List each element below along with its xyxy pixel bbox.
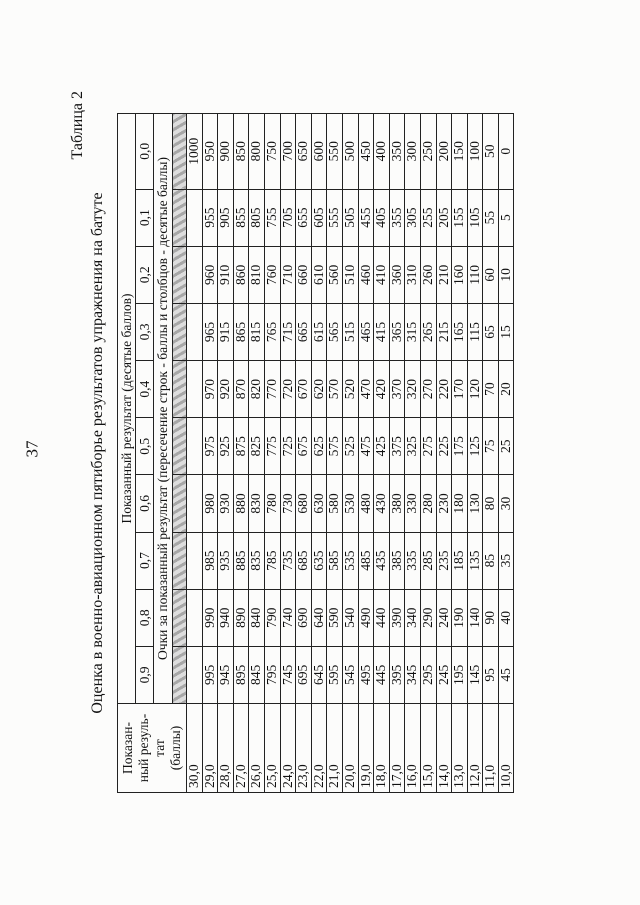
table-cell: 900: [218, 113, 234, 189]
table-cell: 190: [452, 589, 468, 646]
table-cell: 165: [452, 303, 468, 360]
table-cell: 830: [249, 474, 265, 531]
table-cell: 330: [405, 474, 421, 531]
table-cell: 480: [358, 474, 374, 531]
table-cell: 565: [327, 303, 343, 360]
table-cell: 55: [483, 189, 499, 246]
table-cell: 525: [342, 417, 358, 474]
row-label: 23,0: [296, 703, 312, 792]
table-cell: 355: [389, 189, 405, 246]
table-cell: 40: [498, 589, 514, 646]
table-cell: 980: [202, 474, 218, 531]
table-cell: 290: [420, 589, 436, 646]
table-cell: 275: [420, 417, 436, 474]
table-cell: 775: [264, 417, 280, 474]
table-row: [436, 113, 452, 792]
table-cell: [187, 532, 203, 589]
table-cell: 740: [280, 589, 296, 646]
table-cell: 895: [233, 646, 249, 703]
table-cell: 350: [389, 113, 405, 189]
shaded-separator-cell: [173, 303, 187, 360]
table-cell: 785: [264, 532, 280, 589]
table-cell: 440: [374, 589, 390, 646]
table-cell: 680: [296, 474, 312, 531]
table-title: Оценка в военно-авиационном пятиборье результатов упражнения на батуте: [89, 191, 106, 714]
table-cell: 795: [264, 646, 280, 703]
table-cell: 385: [389, 532, 405, 589]
row-label: 29,0: [202, 703, 218, 792]
row-label: 27,0: [233, 703, 249, 792]
table-cell: 840: [249, 589, 265, 646]
table-cell: 990: [202, 589, 218, 646]
table-cell: 760: [264, 246, 280, 303]
table-row: [264, 113, 280, 792]
table-cell: 800: [249, 113, 265, 189]
column-header: 0,7: [136, 532, 154, 589]
table-cell: 210: [436, 246, 452, 303]
table-cell: 500: [342, 113, 358, 189]
table-cell: 650: [296, 113, 312, 189]
table-cell: 850: [233, 113, 249, 189]
table-cell: 535: [342, 532, 358, 589]
table-row: [280, 113, 296, 792]
table-cell: 940: [218, 589, 234, 646]
table-cell: 890: [233, 589, 249, 646]
table-cell: 690: [296, 589, 312, 646]
table-cell: 320: [405, 360, 421, 417]
table-cell: 490: [358, 589, 374, 646]
stub-header-line: тат: [152, 738, 167, 757]
table-cell: 725: [280, 417, 296, 474]
table-cell: 280: [420, 474, 436, 531]
table-cell: 250: [420, 113, 436, 189]
table-cell: 445: [374, 646, 390, 703]
table-cell: 365: [389, 303, 405, 360]
table-cell: 20: [498, 360, 514, 417]
rotated-page-content: [65, 83, 575, 823]
table-cell: 65: [483, 303, 499, 360]
table-cell: 185: [452, 532, 468, 589]
table-cell: 95: [483, 646, 499, 703]
table-cell: 700: [280, 113, 296, 189]
table-cell: 610: [311, 246, 327, 303]
shaded-separator-cell: [173, 113, 187, 189]
table-cell: 155: [452, 189, 468, 246]
table-cell: 750: [264, 113, 280, 189]
table-cell: 885: [233, 532, 249, 589]
table-cell: 715: [280, 303, 296, 360]
table-cell: 0: [498, 113, 514, 189]
header-row-points: [154, 113, 173, 792]
table-cell: 550: [327, 113, 343, 189]
table-row: [405, 113, 421, 792]
table-label: Таблица 2: [69, 90, 86, 159]
table-cell: 970: [202, 360, 218, 417]
table-cell: 925: [218, 417, 234, 474]
shaded-separator-cell: [173, 417, 187, 474]
table-cell: 790: [264, 589, 280, 646]
table-cell: [187, 189, 203, 246]
table-cell: 590: [327, 589, 343, 646]
table-cell: 645: [311, 646, 327, 703]
table-cell: 600: [311, 113, 327, 189]
table-cell: 120: [467, 360, 483, 417]
table-cell: 820: [249, 360, 265, 417]
header-row-columns: [136, 113, 154, 792]
table-cell: 200: [436, 113, 452, 189]
table-cell: 430: [374, 474, 390, 531]
table-cell: 595: [327, 646, 343, 703]
table-cell: 920: [218, 360, 234, 417]
table-cell: 585: [327, 532, 343, 589]
table-cell: 630: [311, 474, 327, 531]
table-cell: 695: [296, 646, 312, 703]
row-label: 19,0: [358, 703, 374, 792]
table-cell: 965: [202, 303, 218, 360]
table-cell: 270: [420, 360, 436, 417]
table-cell: 395: [389, 646, 405, 703]
table-body: [187, 113, 514, 792]
table-cell: 770: [264, 360, 280, 417]
table-cell: [187, 417, 203, 474]
table-cell: 685: [296, 532, 312, 589]
table-cell: 855: [233, 189, 249, 246]
table-cell: 235: [436, 532, 452, 589]
table-cell: [187, 246, 203, 303]
table-cell: 310: [405, 246, 421, 303]
table-cell: 515: [342, 303, 358, 360]
shaded-separator-cell: [173, 589, 187, 646]
table-cell: 375: [389, 417, 405, 474]
table-cell: 360: [389, 246, 405, 303]
table-cell: 825: [249, 417, 265, 474]
table-cell: [187, 589, 203, 646]
table-cell: 915: [218, 303, 234, 360]
table-cell: 450: [358, 113, 374, 189]
table-cell: 30: [498, 474, 514, 531]
column-header: 0,1: [136, 189, 154, 246]
table-cell: 305: [405, 189, 421, 246]
table-row: [233, 113, 249, 792]
row-label: 16,0: [405, 703, 421, 792]
table-cell: 125: [467, 417, 483, 474]
table-cell: 25: [498, 417, 514, 474]
table-cell: 240: [436, 589, 452, 646]
table-cell: 675: [296, 417, 312, 474]
table-cell: 100: [467, 113, 483, 189]
table-cell: 475: [358, 417, 374, 474]
table-cell: 10: [498, 246, 514, 303]
table-cell: 930: [218, 474, 234, 531]
table-cell: 570: [327, 360, 343, 417]
table-cell: 510: [342, 246, 358, 303]
table-cell: 140: [467, 589, 483, 646]
table-cell: 935: [218, 532, 234, 589]
stub-header-line: Показан-: [120, 721, 135, 774]
shaded-separator-cell: [173, 474, 187, 531]
table-cell: 380: [389, 474, 405, 531]
table-cell: 655: [296, 189, 312, 246]
table-cell: 670: [296, 360, 312, 417]
group-header: Показанный результат (десятые баллов): [118, 113, 136, 703]
table-cell: 540: [342, 589, 358, 646]
table-cell: 870: [233, 360, 249, 417]
table-cell: 625: [311, 417, 327, 474]
table-cell: 455: [358, 189, 374, 246]
table-cell: 160: [452, 246, 468, 303]
table-cell: 780: [264, 474, 280, 531]
table-row: [452, 113, 468, 792]
table-row: [498, 113, 514, 792]
table-cell: 705: [280, 189, 296, 246]
shaded-separator-cell: [173, 360, 187, 417]
table-cell: 255: [420, 189, 436, 246]
table-cell: 435: [374, 532, 390, 589]
table-row: [358, 113, 374, 792]
column-header: 0,6: [136, 474, 154, 531]
table-cell: 505: [342, 189, 358, 246]
column-header: 0,9: [136, 646, 154, 703]
table-cell: 720: [280, 360, 296, 417]
table-row: [389, 113, 405, 792]
table-cell: 215: [436, 303, 452, 360]
table-row: [311, 113, 327, 792]
table-cell: 405: [374, 189, 390, 246]
table-cell: 835: [249, 532, 265, 589]
table-cell: 810: [249, 246, 265, 303]
table-cell: 110: [467, 246, 483, 303]
table-cell: 105: [467, 189, 483, 246]
table-cell: 205: [436, 189, 452, 246]
table-row: [202, 113, 218, 792]
shaded-separator-cell: [173, 646, 187, 703]
table-cell: 15: [498, 303, 514, 360]
table-cell: 880: [233, 474, 249, 531]
row-label: 12,0: [467, 703, 483, 792]
column-header: 0,4: [136, 360, 154, 417]
column-header: 0,3: [136, 303, 154, 360]
row-label: 24,0: [280, 703, 296, 792]
table-cell: 75: [483, 417, 499, 474]
scoring-table: [117, 113, 514, 793]
table-row: [187, 113, 203, 792]
table-cell: 345: [405, 646, 421, 703]
table-cell: 620: [311, 360, 327, 417]
table-cell: 420: [374, 360, 390, 417]
table-row: [483, 113, 499, 792]
row-label: 14,0: [436, 703, 452, 792]
row-label: 25,0: [264, 703, 280, 792]
table-cell: 465: [358, 303, 374, 360]
table-cell: 605: [311, 189, 327, 246]
stub-header-line: ный резуль-: [136, 713, 151, 782]
points-header: Очки за показанный результат (пересечение строк - баллы и столбцов - десятые баллы): [154, 113, 173, 703]
table-cell: 70: [483, 360, 499, 417]
table-cell: 460: [358, 246, 374, 303]
row-label: 17,0: [389, 703, 405, 792]
row-label: 11,0: [483, 703, 499, 792]
table-cell: 245: [436, 646, 452, 703]
table-cell: 85: [483, 532, 499, 589]
table-cell: 530: [342, 474, 358, 531]
table-cell: 80: [483, 474, 499, 531]
table-cell: 335: [405, 532, 421, 589]
shaded-separator-cell: [173, 189, 187, 246]
table-row: [296, 113, 312, 792]
table-cell: 285: [420, 532, 436, 589]
table-cell: 665: [296, 303, 312, 360]
table-cell: 90: [483, 589, 499, 646]
table-cell: 875: [233, 417, 249, 474]
table-cell: 260: [420, 246, 436, 303]
table-cell: 60: [483, 246, 499, 303]
table-cell: 50: [483, 113, 499, 189]
header-row-groups: [118, 113, 136, 792]
shaded-separator-cell: [173, 246, 187, 303]
row-label: 22,0: [311, 703, 327, 792]
table-cell: 410: [374, 246, 390, 303]
table-cell: 295: [420, 646, 436, 703]
table-cell: [187, 360, 203, 417]
column-header: 0,8: [136, 589, 154, 646]
table-cell: [187, 303, 203, 360]
table-row: [249, 113, 265, 792]
shaded-separator-cell: [173, 532, 187, 589]
table-cell: 150: [452, 113, 468, 189]
row-label: 26,0: [249, 703, 265, 792]
table-cell: 950: [202, 113, 218, 189]
row-label: 15,0: [420, 703, 436, 792]
table-cell: 470: [358, 360, 374, 417]
table-cell: 545: [342, 646, 358, 703]
table-cell: 815: [249, 303, 265, 360]
column-header: 0,5: [136, 417, 154, 474]
table-cell: 220: [436, 360, 452, 417]
header-row-shaded: [173, 113, 187, 792]
column-header: 0,2: [136, 246, 154, 303]
table-cell: 390: [389, 589, 405, 646]
stub-header-line: (баллы): [168, 725, 183, 770]
table-cell: 495: [358, 646, 374, 703]
table-cell: 175: [452, 417, 468, 474]
table-cell: 195: [452, 646, 468, 703]
row-label: 30,0: [187, 703, 203, 792]
table-cell: 910: [218, 246, 234, 303]
table-cell: 400: [374, 113, 390, 189]
row-label: 28,0: [218, 703, 234, 792]
table-cell: 230: [436, 474, 452, 531]
table-cell: 710: [280, 246, 296, 303]
table-cell: 370: [389, 360, 405, 417]
table-cell: 5: [498, 189, 514, 246]
table-cell: 300: [405, 113, 421, 189]
row-label: 20,0: [342, 703, 358, 792]
table-cell: 960: [202, 246, 218, 303]
row-label: 21,0: [327, 703, 343, 792]
table-cell: [187, 646, 203, 703]
table-cell: 905: [218, 189, 234, 246]
table-cell: 735: [280, 532, 296, 589]
table-cell: 225: [436, 417, 452, 474]
table-cell: 1000: [187, 113, 203, 189]
table-cell: 415: [374, 303, 390, 360]
row-label: 10,0: [498, 703, 514, 792]
table-cell: 575: [327, 417, 343, 474]
table-cell: 845: [249, 646, 265, 703]
table-cell: 955: [202, 189, 218, 246]
table-cell: 635: [311, 532, 327, 589]
table-cell: 340: [405, 589, 421, 646]
table-cell: 170: [452, 360, 468, 417]
table-cell: 485: [358, 532, 374, 589]
stub-header-cell: [118, 703, 187, 792]
table-cell: 145: [467, 646, 483, 703]
table-cell: 945: [218, 646, 234, 703]
row-label: 13,0: [452, 703, 468, 792]
table-cell: 130: [467, 474, 483, 531]
page-number: 37: [22, 440, 42, 458]
table-row: [467, 113, 483, 792]
table-cell: 315: [405, 303, 421, 360]
table-cell: 555: [327, 189, 343, 246]
table-cell: 745: [280, 646, 296, 703]
table-row: [218, 113, 234, 792]
row-label: 18,0: [374, 703, 390, 792]
table-cell: 425: [374, 417, 390, 474]
table-row: [342, 113, 358, 792]
table-cell: 765: [264, 303, 280, 360]
column-header: 0,0: [136, 113, 154, 189]
table-cell: 115: [467, 303, 483, 360]
table-cell: 975: [202, 417, 218, 474]
table-cell: 325: [405, 417, 421, 474]
table-cell: 755: [264, 189, 280, 246]
table-cell: 805: [249, 189, 265, 246]
table-cell: 860: [233, 246, 249, 303]
table-cell: 45: [498, 646, 514, 703]
table-cell: 35: [498, 532, 514, 589]
table-row: [420, 113, 436, 792]
table-cell: [187, 474, 203, 531]
table-cell: 640: [311, 589, 327, 646]
table-row: [374, 113, 390, 792]
table-row: [327, 113, 343, 792]
table-cell: 580: [327, 474, 343, 531]
table-cell: 615: [311, 303, 327, 360]
table-cell: 560: [327, 246, 343, 303]
table-cell: 995: [202, 646, 218, 703]
table-cell: 660: [296, 246, 312, 303]
table-cell: 730: [280, 474, 296, 531]
table-cell: 135: [467, 532, 483, 589]
table-cell: 985: [202, 532, 218, 589]
table-cell: 520: [342, 360, 358, 417]
table-cell: 180: [452, 474, 468, 531]
table-cell: 265: [420, 303, 436, 360]
table-cell: 865: [233, 303, 249, 360]
